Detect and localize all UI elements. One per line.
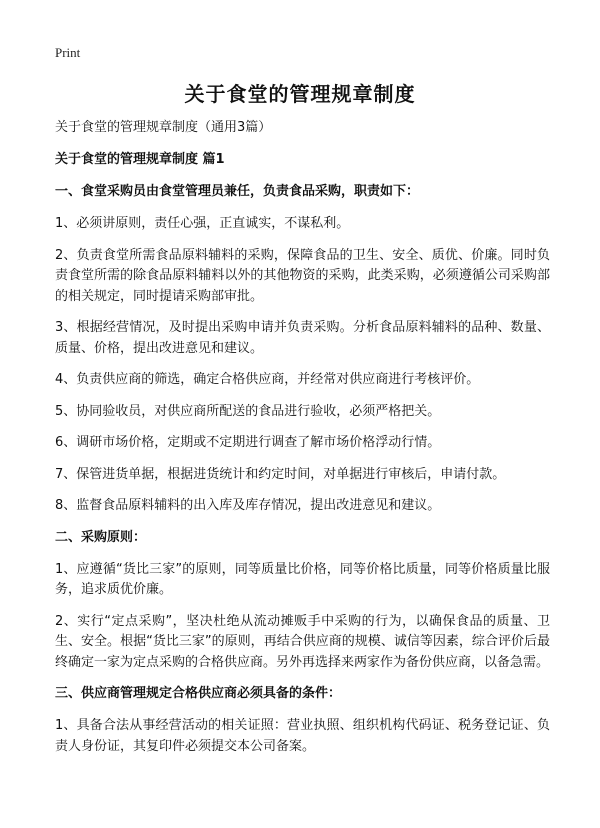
list-item: 2、负责食堂所需食品原料辅料的采购，保障食品的卫生、安全、质优、价廉。同时负责食堂所需的除食品原料辅料以外的其他物资的采购，此类采购，必须遵循公司采购部的相关规定，同时提请采购部审批。 (55, 247, 550, 304)
section-heading-2: 二、采购原则： (55, 529, 147, 545)
print-link[interactable]: Print (55, 45, 81, 60)
list-item: 3、根据经营情况，及时提出采购申请并负责采购。分析食品原料辅料的品种、数量、质量、价格，提出改进意见和建议。 (55, 320, 550, 356)
list-item: 4、负责供应商的筛选，确定合格供应商，并经常对供应商进行考核评价。 (55, 372, 480, 387)
list-item: 1、应遵循“货比三家”的原则，同等质量比价格，同等价格比质量，同等价格质量比服务，追求质优价廉。 (55, 561, 550, 597)
list-item: 1、必须讲原则，责任心强，正直诚实，不谋私利。 (55, 216, 350, 231)
article-heading: 关于食堂的管理规章制度 篇1 (55, 152, 225, 167)
page-title: 关于食堂的管理规章制度 (184, 82, 416, 106)
section-heading-1: 一、食堂采购员由食堂管理员兼任，负责食品采购，职责如下： (55, 184, 420, 199)
document-subtitle: 关于食堂的管理规章制度（通用3篇） (55, 120, 272, 135)
list-item: 6、调研市场价格，定期或不定期进行调查了解市场价格浮动行情。 (55, 435, 441, 450)
list-item: 2、实行“定点采购”，坚决杜绝从流动摊贩手中采购的行为，以确保食品的质量、卫生、安全。根据“货比三家”的原则，再结合供应商的规模、诚信等因素，综合评价后最终确定一家为定点采购的合格供应商。另外再选择来两家作为备份供应商，以备急需。 (55, 613, 550, 670)
list-item: 8、监督食品原料辅料的出入库及库存情况，提出改进意见和建议。 (55, 498, 441, 513)
list-item: 1、具备合法从事经营活动的相关证照：营业执照、组织机构代码证、税务登记证、负责人身份证，其复印件必须提交本公司备案。 (55, 718, 550, 754)
list-item: 7、保管进货单据，根据进货统计和约定时间，对单据进行审核后，申请付款。 (55, 466, 506, 482)
list-item: 5、协同验收员，对供应商所配送的食品进行验收，必须严格把关。 (55, 403, 441, 419)
section-heading-3: 三、供应商管理规定合格供应商必须具备的条件： (55, 686, 342, 701)
document-body (55, 118, 550, 768)
